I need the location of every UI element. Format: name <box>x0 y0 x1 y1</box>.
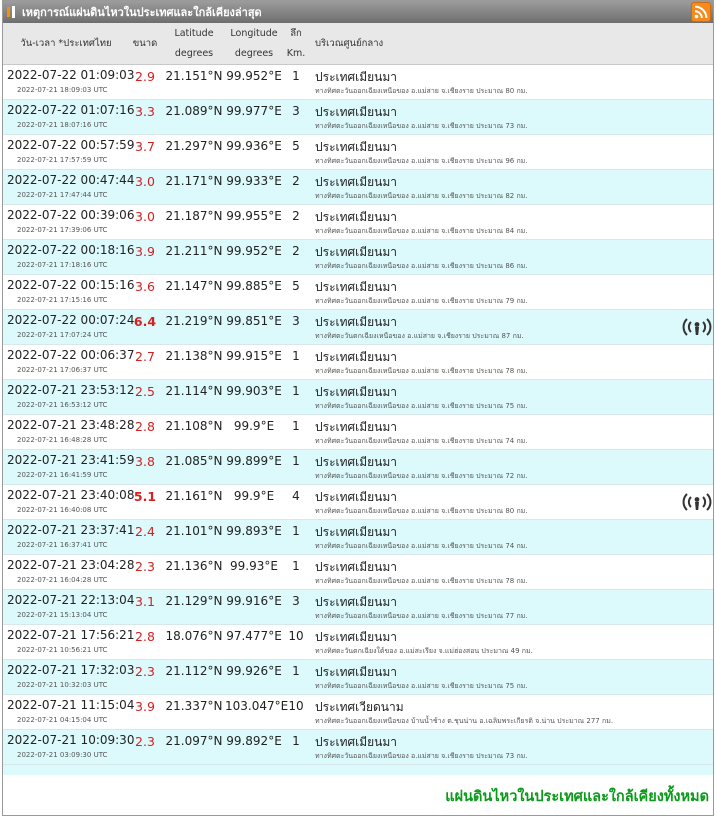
quake-datetime: 2022-07-21 23:04:28 <box>7 558 135 572</box>
quake-latitude: 21.161°N <box>165 489 223 503</box>
quake-longitude: 103.047°E <box>225 699 289 713</box>
quake-latitude: 21.337°N <box>165 699 223 713</box>
quake-depth: 5 <box>292 139 300 153</box>
quake-datetime: 2022-07-22 01:07:16 <box>7 103 135 117</box>
table-row[interactable] <box>3 100 713 135</box>
quake-magnitude: 2.7 <box>135 349 155 364</box>
quake-location-desc: ทางทิศตะวันออกเฉียงเหนือของ อ.แม่สาย จ.เชียงราย ประมาณ 80 กม. <box>315 87 528 95</box>
quake-longitude: 99.93°E <box>230 559 278 573</box>
quake-magnitude: 3.0 <box>135 174 155 189</box>
table-row[interactable] <box>3 555 713 590</box>
quake-datetime: 2022-07-22 00:57:59 <box>7 138 135 152</box>
quake-longitude: 99.903°E <box>226 384 282 398</box>
quake-utc: 2022-07-21 10:56:21 UTC <box>17 646 108 654</box>
quake-latitude: 21.297°N <box>165 139 223 153</box>
quake-latitude: 21.171°N <box>165 174 223 188</box>
quake-latitude: 21.136°N <box>165 559 223 573</box>
quake-utc: 2022-07-21 16:53:12 UTC <box>17 401 108 409</box>
quake-region[interactable]: ประเทศเมียนมา <box>315 315 398 329</box>
quake-region[interactable]: ประเทศเมียนมา <box>315 595 398 609</box>
table-row[interactable] <box>3 625 713 660</box>
table-row[interactable] <box>3 310 713 345</box>
quake-longitude: 99.926°E <box>226 664 282 678</box>
header-depth-label: ลึก <box>290 28 302 39</box>
quake-depth: 10 <box>288 699 304 713</box>
quake-longitude: 99.952°E <box>226 69 282 83</box>
quake-magnitude: 2.5 <box>135 384 155 399</box>
quake-longitude: 99.955°E <box>226 209 282 223</box>
header-latitude-unit: degrees <box>174 48 214 59</box>
quake-location-desc: ทางทิศตะวันออกเฉียงเหนือของ อ.แม่สาย จ.เชียงราย ประมาณ 96 กม. <box>315 157 528 165</box>
quake-magnitude: 2.3 <box>135 559 155 574</box>
quake-location-desc: ทางทิศตะวันออกเฉียงเหนือของ อ.แม่สาย จ.เชียงราย ประมาณ 82 กม. <box>315 192 528 200</box>
quake-utc: 2022-07-21 18:07:16 UTC <box>17 121 108 129</box>
quake-depth: 3 <box>292 104 300 118</box>
quake-latitude: 21.097°N <box>165 734 223 748</box>
quake-datetime: 2022-07-22 00:06:37 <box>7 348 135 362</box>
quake-datetime: 2022-07-21 17:56:21 <box>7 628 135 642</box>
quake-datetime: 2022-07-21 10:09:30 <box>7 733 135 747</box>
header-magnitude: ขนาด <box>132 38 158 49</box>
table-row[interactable] <box>3 205 713 240</box>
header-latitude <box>163 23 225 65</box>
quake-depth: 2 <box>292 174 300 188</box>
quake-location-desc: ทางทิศตะวันออกเฉียงเหนือของ อ.แม่สาย จ.เชียงราย ประมาณ 75 กม. <box>315 682 528 690</box>
quake-location-desc: ทางทิศตะวันออกเฉียงเหนือของ อ.แม่สาย จ.เชียงราย ประมาณ 86 กม. <box>315 262 528 270</box>
quake-magnitude: 3.8 <box>135 454 155 469</box>
quake-utc: 2022-07-21 03:09:30 UTC <box>17 751 108 759</box>
quake-region[interactable]: ประเทศเมียนมา <box>315 420 398 434</box>
quake-magnitude: 3.3 <box>135 104 155 119</box>
quake-latitude: 21.129°N <box>165 594 223 608</box>
quake-latitude: 21.138°N <box>165 349 223 363</box>
quake-utc: 2022-07-21 17:39:06 UTC <box>17 226 108 234</box>
quake-depth: 1 <box>292 384 300 398</box>
quake-datetime: 2022-07-21 23:53:12 <box>7 383 135 397</box>
quake-latitude: 21.089°N <box>165 104 223 118</box>
quake-magnitude: 3.0 <box>135 209 155 224</box>
quake-depth: 3 <box>292 594 300 608</box>
quake-magnitude: 3.1 <box>135 594 155 609</box>
quake-depth: 1 <box>292 349 300 363</box>
quake-utc: 2022-07-21 17:07:24 UTC <box>17 331 108 339</box>
quake-depth: 10 <box>288 629 304 643</box>
quake-latitude: 21.101°N <box>165 524 223 538</box>
quake-list <box>3 65 713 765</box>
quake-longitude: 99.916°E <box>226 594 282 608</box>
quake-region[interactable]: ประเทศเมียนมา <box>315 560 398 574</box>
header-longitude <box>225 23 283 65</box>
table-row[interactable] <box>3 345 713 380</box>
quake-depth: 1 <box>292 419 300 433</box>
header-depth <box>283 23 309 65</box>
quake-longitude: 99.892°E <box>226 734 282 748</box>
table-row[interactable] <box>3 485 713 520</box>
quake-magnitude: 2.8 <box>135 629 155 644</box>
table-row[interactable] <box>3 695 713 730</box>
quake-longitude: 99.893°E <box>226 524 282 538</box>
quake-latitude: 21.114°N <box>165 384 223 398</box>
quake-longitude: 99.851°E <box>226 314 282 328</box>
quake-utc: 2022-07-21 18:09:03 UTC <box>17 86 108 94</box>
quake-magnitude: 3.7 <box>135 139 155 154</box>
felt-report-icon[interactable] <box>681 316 713 338</box>
quake-location-desc: ทางทิศตะวันออกเฉียงเหนือของ อ.แม่สาย จ.เชียงราย ประมาณ 73 กม. <box>315 752 528 760</box>
quake-magnitude: 3.6 <box>135 279 155 294</box>
header-latitude-label: Latitude <box>174 28 214 39</box>
quake-longitude: 99.885°E <box>226 279 282 293</box>
quake-location-desc: ทางทิศตะวันออกเฉียงเหนือของ บ้านน้ำช้าง ต.ชุนน่าน อ.เฉลิมพระเกียรติ จ.น่าน ประมาณ 277 กม. <box>315 717 614 725</box>
table-row[interactable] <box>3 135 713 170</box>
quake-latitude: 21.112°N <box>165 664 223 678</box>
quake-region[interactable]: ประเทศเมียนมา <box>315 350 398 364</box>
quake-longitude: 97.477°E <box>226 629 282 643</box>
quake-latitude: 21.151°N <box>165 69 223 83</box>
quake-longitude: 99.9°E <box>233 419 275 433</box>
quake-location-desc: ทางทิศตะวันออกเฉียงเหนือของ อ.แม่สาย จ.เชียงราย ประมาณ 78 กม. <box>315 367 528 375</box>
quake-location-desc: ทางทิศตะวันออกเฉียงเหนือของ อ.แม่สาย จ.เชียงราย ประมาณ 75 กม. <box>315 402 528 410</box>
table-row[interactable] <box>3 380 713 415</box>
quake-depth: 1 <box>292 734 300 748</box>
quake-location-desc: ทางทิศตะวันออกเฉียงเหนือของ อ.แม่สาย จ.เชียงราย ประมาณ 84 กม. <box>315 227 528 235</box>
quake-depth: 1 <box>292 664 300 678</box>
quake-depth: 5 <box>292 279 300 293</box>
quake-utc: 2022-07-21 16:37:41 UTC <box>17 541 108 549</box>
quake-utc: 2022-07-21 17:15:16 UTC <box>17 296 108 304</box>
quake-region[interactable]: ประเทศเมียนมา <box>315 525 398 539</box>
table-header <box>3 23 713 65</box>
footer <box>3 775 713 815</box>
table-row[interactable] <box>3 170 713 205</box>
quake-location-desc: ทางทิศตะวันออกเฉียงเหนือของ อ.แม่สาย จ.เชียงราย ประมาณ 78 กม. <box>315 577 528 585</box>
quake-location-desc: ทางทิศตะวันตกเฉียงใต้ของ อ.แม่สะเรียง จ.แม่ฮ่องสอน ประมาณ 49 กม. <box>315 647 533 655</box>
table-row[interactable] <box>3 415 713 450</box>
quake-datetime: 2022-07-21 17:32:03 <box>7 663 135 677</box>
quake-utc: 2022-07-21 17:47:44 UTC <box>17 191 108 199</box>
quake-location-desc: ทางทิศตะวันตกเฉียงเหนือของ อ.แม่สาย จ.เชียงราย ประมาณ 87 กม. <box>315 332 524 340</box>
quake-latitude: 18.076°N <box>165 629 223 643</box>
table-row[interactable] <box>3 590 713 625</box>
table-row[interactable] <box>3 450 713 485</box>
quake-latitude: 21.085°N <box>165 454 223 468</box>
quake-location-desc: ทางทิศตะวันออกเฉียงเหนือของ อ.แม่สาย จ.เชียงราย ประมาณ 74 กม. <box>315 542 528 550</box>
quake-magnitude: 2.3 <box>135 664 155 679</box>
header-longitude-label: Longitude <box>230 28 278 39</box>
quake-datetime: 2022-07-21 22:13:04 <box>7 593 135 607</box>
quake-datetime: 2022-07-22 00:15:16 <box>7 278 135 292</box>
quake-region[interactable]: ประเทศเมียนมา <box>315 105 398 119</box>
quake-latitude: 21.211°N <box>165 244 223 258</box>
quake-latitude: 21.108°N <box>165 419 223 433</box>
quake-magnitude: 5.1 <box>133 489 157 504</box>
quake-latitude: 21.187°N <box>165 209 223 223</box>
quake-magnitude: 2.9 <box>135 69 155 84</box>
quake-depth: 2 <box>292 209 300 223</box>
table-row[interactable] <box>3 520 713 555</box>
quake-location-desc: ทางทิศตะวันออกเฉียงเหนือของ อ.แม่สาย จ.เชียงราย ประมาณ 79 กม. <box>315 297 528 305</box>
quake-datetime: 2022-07-21 23:37:41 <box>7 523 135 537</box>
quake-utc: 2022-07-21 04:15:04 UTC <box>17 716 108 724</box>
quake-magnitude: 2.3 <box>135 734 155 749</box>
header-datetime: วัน-เวลา *ประเทศไทย <box>20 38 112 49</box>
felt-report-icon[interactable] <box>681 491 713 513</box>
title-bar <box>3 1 713 23</box>
quake-datetime: 2022-07-22 00:07:24 <box>7 313 135 327</box>
quake-magnitude: 3.9 <box>135 244 155 259</box>
quake-magnitude: 6.4 <box>133 314 157 329</box>
table-row[interactable] <box>3 730 713 765</box>
quake-location-desc: ทางทิศตะวันออกเฉียงเหนือของ อ.แม่สาย จ.เชียงราย ประมาณ 77 กม. <box>315 612 528 620</box>
quake-magnitude: 2.8 <box>135 419 155 434</box>
panel-title: เหตุการณ์แผ่นดินไหวในประเทศและใกล้เคียงล่าสุด <box>22 6 262 19</box>
quake-region[interactable]: ประเทศเมียนมา <box>315 140 398 154</box>
table-row[interactable] <box>3 275 713 310</box>
quake-region[interactable]: ประเทศเมียนมา <box>315 735 398 749</box>
quake-longitude: 99.899°E <box>226 454 282 468</box>
quake-depth: 2 <box>292 244 300 258</box>
quake-longitude: 99.977°E <box>226 104 282 118</box>
quake-datetime: 2022-07-22 00:47:44 <box>7 173 135 187</box>
quake-longitude: 99.952°E <box>226 244 282 258</box>
quake-utc: 2022-07-21 16:04:28 UTC <box>17 576 108 584</box>
table-row[interactable] <box>3 660 713 695</box>
quake-magnitude: 2.4 <box>135 524 155 539</box>
quake-datetime: 2022-07-22 00:39:06 <box>7 208 135 222</box>
header-depth-unit: Km. <box>286 48 306 59</box>
quake-region[interactable]: ประเทศเมียนมา <box>315 280 398 294</box>
quake-latitude: 21.219°N <box>165 314 223 328</box>
quake-location-desc: ทางทิศตะวันออกเฉียงเหนือของ อ.แม่สาย จ.เชียงราย ประมาณ 72 กม. <box>315 472 528 480</box>
quake-depth: 1 <box>292 524 300 538</box>
quake-region[interactable]: ประเทศเมียนมา <box>315 490 398 504</box>
quake-utc: 2022-07-21 17:18:16 UTC <box>17 261 108 269</box>
quake-region[interactable]: ประเทศเมียนมา <box>315 245 398 259</box>
table-row[interactable] <box>3 240 713 275</box>
quake-utc: 2022-07-21 16:40:08 UTC <box>17 506 108 514</box>
quake-region[interactable]: ประเทศเมียนมา <box>315 665 398 679</box>
quake-latitude: 21.147°N <box>165 279 223 293</box>
quake-depth: 3 <box>292 314 300 328</box>
quake-datetime: 2022-07-22 00:18:16 <box>7 243 135 257</box>
header-region: บริเวณศูนย์กลาง <box>315 38 384 49</box>
quake-region[interactable]: ประเทศเวียดนาม <box>315 700 404 714</box>
quake-location-desc: ทางทิศตะวันออกเฉียงเหนือของ อ.แม่สาย จ.เชียงราย ประมาณ 73 กม. <box>315 122 528 130</box>
quake-location-desc: ทางทิศตะวันออกเฉียงเหนือของ อ.แม่สาย จ.เชียงราย ประมาณ 74 กม. <box>315 437 528 445</box>
rss-feed-icon[interactable] <box>691 2 711 22</box>
quake-depth: 4 <box>292 489 300 503</box>
quake-datetime: 2022-07-21 23:48:28 <box>7 418 135 432</box>
quake-datetime: 2022-07-21 23:40:08 <box>7 488 135 502</box>
quake-utc: 2022-07-21 10:32:03 UTC <box>17 681 108 689</box>
quake-datetime: 2022-07-21 23:41:59 <box>7 453 135 467</box>
quake-depth: 1 <box>292 559 300 573</box>
quake-depth: 1 <box>292 454 300 468</box>
quake-utc: 2022-07-21 17:57:59 UTC <box>17 156 108 164</box>
quake-depth: 1 <box>292 69 300 83</box>
quake-longitude: 99.915°E <box>226 349 282 363</box>
header-longitude-unit: degrees <box>234 48 274 59</box>
quake-region[interactable]: ประเทศเมียนมา <box>315 175 398 189</box>
quake-region[interactable]: ประเทศเมียนมา <box>315 70 398 84</box>
bullet-bars-icon <box>6 3 20 21</box>
earthquake-panel <box>2 0 714 816</box>
quake-datetime: 2022-07-22 01:09:03 <box>7 68 135 82</box>
quake-location-desc: ทางทิศตะวันออกเฉียงเหนือของ อ.แม่สาย จ.เชียงราย ประมาณ 80 กม. <box>315 507 528 515</box>
quake-utc: 2022-07-21 17:06:37 UTC <box>17 366 108 374</box>
quake-longitude: 99.936°E <box>226 139 282 153</box>
quake-datetime: 2022-07-21 11:15:04 <box>7 698 135 712</box>
all-quakes-link[interactable]: แผ่นดินไหวในประเทศและใกล้เคียงทั้งหมด <box>445 789 709 805</box>
quake-region[interactable]: ประเทศเมียนมา <box>315 210 398 224</box>
quake-region[interactable]: ประเทศเมียนมา <box>315 455 398 469</box>
quake-longitude: 99.9°E <box>233 489 275 503</box>
quake-utc: 2022-07-21 15:13:04 UTC <box>17 611 108 619</box>
quake-region[interactable]: ประเทศเมียนมา <box>315 630 398 644</box>
quake-region[interactable]: ประเทศเมียนมา <box>315 385 398 399</box>
quake-utc: 2022-07-21 16:48:28 UTC <box>17 436 108 444</box>
quake-magnitude: 3.9 <box>135 699 155 714</box>
quake-longitude: 99.933°E <box>226 174 282 188</box>
table-row[interactable] <box>3 65 713 100</box>
quake-utc: 2022-07-21 16:41:59 UTC <box>17 471 108 479</box>
